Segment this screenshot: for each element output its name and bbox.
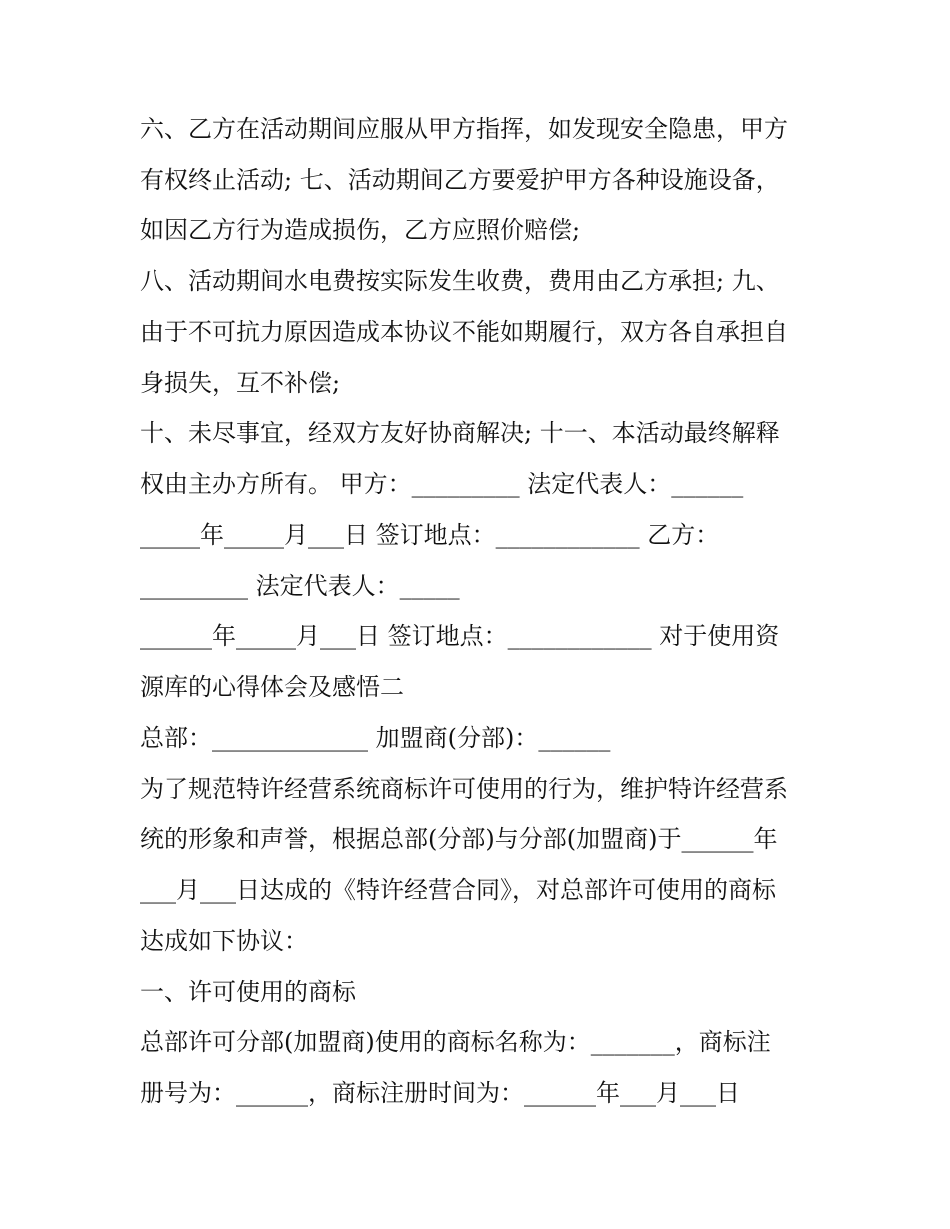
text-line: 统的形象和声誉，根据总部(分部)与分部(加盟商)于______年 xyxy=(140,825,778,853)
text-line: 总部：_____________ 加盟商(分部)：______ xyxy=(140,724,611,752)
text-line: 总部许可分部(加盟商)使用的商标名称为：_______，商标注 xyxy=(140,1028,771,1056)
text-line: 由于不可抗力原因造成本协议不能如期履行，双方各自承担自 xyxy=(140,318,788,346)
text-line: 源库的心得体会及感悟二 xyxy=(140,673,404,701)
text-line: ______年_____月___日 签订地点：____________ 对于使用资 xyxy=(140,622,780,650)
text-line: 如因乙方行为造成损伤，乙方应照价赔偿; xyxy=(140,216,581,244)
text-line: 达成如下协议： xyxy=(140,927,308,955)
text-line: 身损失，互不补偿; xyxy=(140,369,341,397)
text-line: 八、活动期间水电费按实际发生收费，费用由乙方承担; 九、 xyxy=(140,267,780,295)
text-line: 为了规范特许经营系统商标许可使用的行为，维护特许经营系 xyxy=(140,775,788,803)
text-line: 六、乙方在活动期间应服从甲方指挥，如发现安全隐患，甲方 xyxy=(140,115,788,143)
text-line: ___月___日达成的《特许经营合同》，对总部许可使用的商标 xyxy=(140,876,776,904)
text-line: 权由主办方所有。 甲方：_________ 法定代表人：______ xyxy=(140,470,744,498)
text-line: 十、未尽事宜，经双方友好协商解决; 十一、本活动最终解释 xyxy=(140,419,780,447)
text-line: _________ 法定代表人：_____ xyxy=(140,572,460,600)
section-heading: 一、许可使用的商标 xyxy=(140,978,356,1006)
text-line: 册号为：______，商标注册时间为：______年___月___日 xyxy=(140,1079,740,1107)
text-line: _____年_____月___日 签订地点：____________ 乙方： xyxy=(140,521,720,549)
text-line: 有权终止活动; 七、活动期间乙方要爱护甲方各种设施设备， xyxy=(140,166,780,194)
